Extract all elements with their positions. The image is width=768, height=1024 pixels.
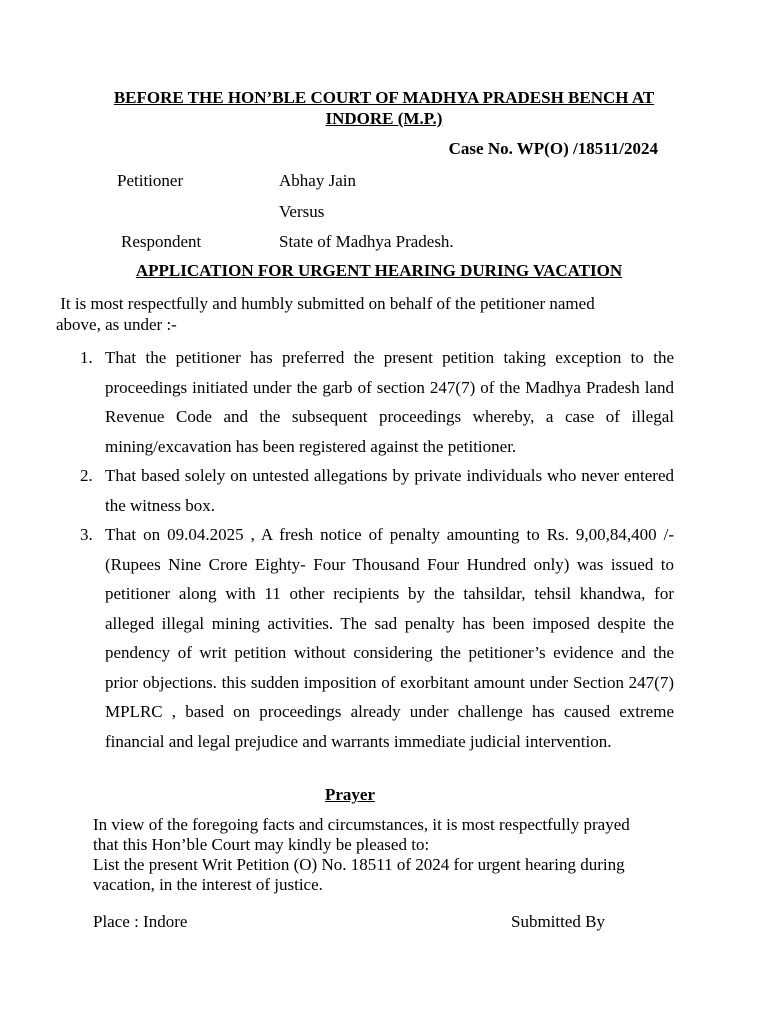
prayer-line3: List the present Writ Petition (O) No. 18511 of 2024 for urgent hearing during bbox=[93, 855, 625, 874]
prayer-text bbox=[93, 815, 683, 895]
petitioner-name: Abhay Jain bbox=[279, 171, 356, 190]
point-text: That based solely on untested allegations by private individuals who never entered the witness box. bbox=[105, 466, 674, 515]
list-item bbox=[74, 343, 674, 461]
respondent-name: State of Madhya Pradesh. bbox=[279, 232, 454, 251]
list-item bbox=[74, 461, 674, 520]
court-title bbox=[80, 87, 688, 129]
list-item bbox=[74, 520, 674, 756]
court-title-line2: INDORE (M.P.) bbox=[325, 109, 443, 128]
prayer-line2: that this Hon’ble Court may kindly be pleased to: bbox=[93, 835, 430, 854]
intro-paragraph bbox=[56, 293, 666, 335]
respondent-label: Respondent bbox=[121, 232, 202, 251]
prayer-line4: vacation, in the interest of justice. bbox=[93, 875, 323, 894]
point-text: That on 09.04.2025 , A fresh notice of penalty amounting to Rs. 9,00,84,400 /- (Rupees Nine Crore Eighty- Four Thousand Four Hundred only) was issued to petitioner along with 11 other recipients by the tahsildar, tehsil khandwa, for alleged illegal mining activities. The sad penalty has been imposed despite the pendency of writ petition without considering the petitioner’s evidence and the prior objections. this sudden imposition of exorbitant amount under Section 247(7) MPLRC , based on proceedings already under challenge has caused extreme financial and legal prejudice and warrants immediate judicial intervention. bbox=[105, 525, 674, 751]
case-number: Case No. WP(O) /18511/2024 bbox=[448, 139, 658, 158]
point-number: 1. bbox=[80, 348, 93, 367]
petitioner-label: Petitioner bbox=[117, 171, 184, 190]
submitted-by-label: Submitted By bbox=[511, 912, 605, 931]
submission-points bbox=[74, 343, 674, 756]
prayer-heading: Prayer bbox=[325, 785, 376, 804]
court-title-line1: BEFORE THE HON’BLE COURT OF MADHYA PRADESH BENCH AT bbox=[113, 88, 655, 107]
point-number: 2. bbox=[80, 466, 93, 485]
application-title: APPLICATION FOR URGENT HEARING DURING VACATION bbox=[135, 261, 623, 280]
point-number: 3. bbox=[80, 525, 93, 544]
intro-line1: It is most respectfully and humbly submitted on behalf of the petitioner named bbox=[56, 294, 595, 313]
place-label: Place : Indore bbox=[93, 912, 188, 931]
intro-line2: above, as under :- bbox=[56, 315, 177, 334]
versus-label: Versus bbox=[279, 202, 325, 221]
prayer-line1: In view of the foregoing facts and circumstances, it is most respectfully prayed bbox=[93, 815, 630, 834]
point-text: That the petitioner has preferred the present petition taking exception to the proceedings initiated under the garb of section 247(7) of the Madhya Pradesh land Revenue Code and the subsequent proceedings whereby, a case of illegal mining/excavation has been registered against the petitioner. bbox=[105, 348, 674, 456]
